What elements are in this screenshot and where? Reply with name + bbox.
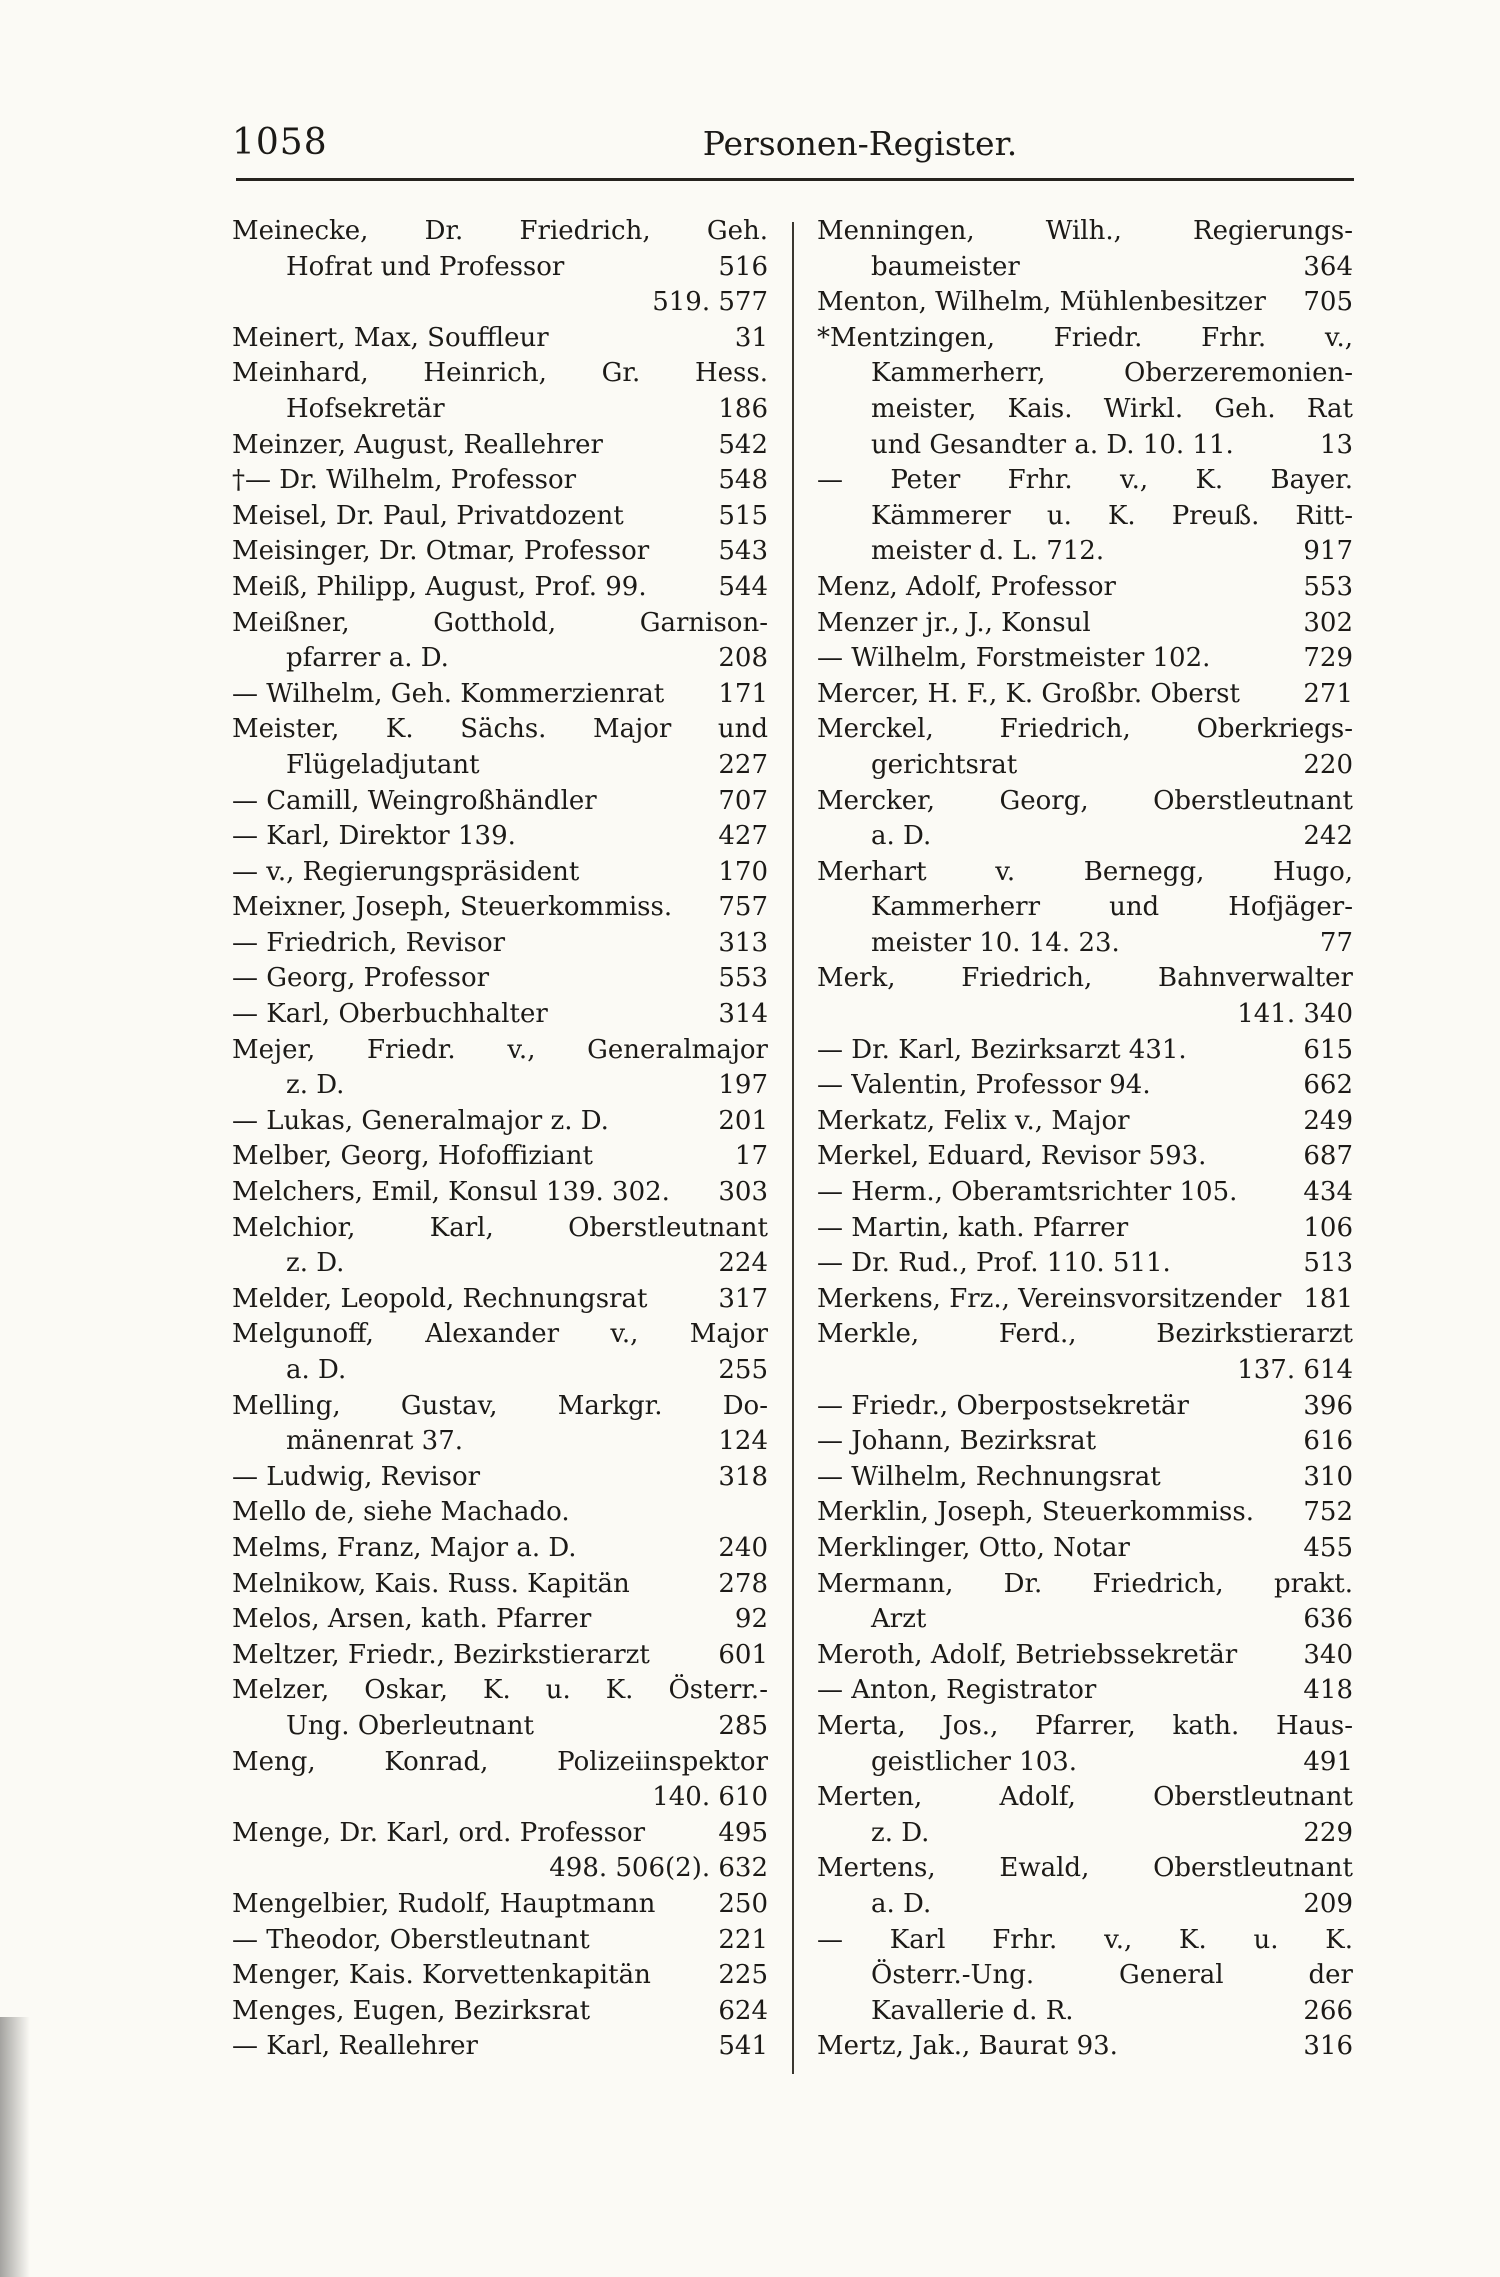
entry-text: a. D. <box>871 1888 932 1919</box>
index-line <box>817 997 1353 1033</box>
page-refs: 285 <box>718 1710 768 1741</box>
page-refs: 255 <box>718 1355 768 1385</box>
page-refs: 542 <box>718 429 768 460</box>
index-line <box>232 321 768 357</box>
index-line <box>817 1175 1353 1211</box>
page-refs: 543 <box>718 536 768 567</box>
index-line <box>817 712 1353 748</box>
index-line <box>232 890 768 926</box>
entry-text: — Dr. Rud., Prof. 110. 511. <box>817 1248 1171 1279</box>
entry-text: Melnikow, Kais. Russ. Kapitän <box>232 1568 630 1599</box>
index-line <box>817 1673 1353 1709</box>
page-refs: 491 <box>1303 1746 1353 1777</box>
page-refs: 615 <box>1303 1034 1353 1065</box>
index-line <box>817 890 1353 926</box>
entry-text: Menton, Wilhelm, Mühlenbesitzer <box>817 287 1266 318</box>
page-refs: 340 <box>1303 1639 1353 1670</box>
page-refs: 106 <box>1303 1212 1353 1243</box>
entry-text: — Ludwig, Revisor <box>232 1461 481 1492</box>
entry-text: — Friedrich, Revisor <box>232 927 506 958</box>
entry-text: Melms, Franz, Major a. D. <box>232 1532 577 1563</box>
index-line <box>817 1958 1353 1994</box>
entry-text: Merkatz, Felix v., Major <box>817 1105 1130 1136</box>
entry-text: z. D. <box>286 1248 345 1279</box>
index-line <box>817 1531 1353 1567</box>
entry-text: Mello de, siehe Machado. <box>232 1497 570 1528</box>
page-refs: 434 <box>1303 1177 1353 1208</box>
page-refs: 250 <box>718 1888 768 1919</box>
page-refs: 519. 577 <box>652 287 768 318</box>
entry-text: Melber, Georg, Hofoffiziant <box>232 1141 593 1172</box>
index-line <box>232 997 768 1033</box>
page-refs: 224 <box>718 1248 768 1279</box>
index-line <box>232 748 768 784</box>
column-divider <box>792 222 794 2074</box>
page-refs: 227 <box>718 749 768 780</box>
entry-text: pfarrer a. D. <box>286 643 449 674</box>
page-refs: 705 <box>1303 287 1353 318</box>
index-line <box>817 641 1353 677</box>
index-line <box>817 1602 1353 1638</box>
entry-text: Melchers, Emil, Konsul 139. 302. <box>232 1177 670 1208</box>
entry-text: Melling, Gustav, Markgr. Do- <box>232 1390 768 1421</box>
entry-text: — Lukas, Generalmajor z. D. <box>232 1105 609 1136</box>
page-refs: 186 <box>718 393 768 424</box>
entry-text: Meltzer, Friedr., Bezirkstierarzt <box>232 1639 650 1670</box>
entry-text: Menges, Eugen, Bezirksrat <box>232 1995 591 2026</box>
entry-text: — v., Regierungspräsident <box>232 856 580 887</box>
page-refs: 624 <box>718 1995 768 2026</box>
entry-text: gerichtsrat <box>871 749 1018 780</box>
entry-text: — Karl, Direktor 139. <box>232 821 516 852</box>
page-refs: 124 <box>718 1426 768 1457</box>
entry-text: mänenrat 37. <box>286 1426 464 1457</box>
entry-text: Meinecke, Dr. Friedrich, Geh. <box>232 216 768 246</box>
page-refs: 170 <box>718 856 768 887</box>
index-line <box>817 1495 1353 1531</box>
entry-text: Menzer jr., J., Konsul <box>817 607 1091 638</box>
entry-text: Menger, Kais. Korvettenkapitän <box>232 1960 651 1991</box>
index-line <box>817 819 1353 855</box>
entry-text: z. D. <box>286 1070 345 1101</box>
entry-text: Melos, Arsen, kath. Pfarrer <box>232 1604 592 1635</box>
page-refs: 141. 340 <box>1237 999 1353 1030</box>
entry-text: Meng, Konrad, Polizeiinspektor <box>232 1746 768 1777</box>
index-line <box>817 855 1353 891</box>
entry-text: Mermann, Dr. Friedrich, prakt. <box>817 1568 1353 1599</box>
page-refs: 31 <box>734 322 768 353</box>
index-line <box>232 2029 768 2065</box>
entry-text: Meister, K. Sächs. Major und <box>232 714 768 745</box>
index-line <box>817 1816 1353 1852</box>
entry-text: Mercer, H. F., K. Großbr. Oberst <box>817 678 1240 709</box>
entry-text: Meinert, Max, Souffleur <box>232 322 549 353</box>
index-line <box>817 1068 1353 1104</box>
entry-text: a. D. <box>871 821 932 852</box>
index-line <box>232 1923 768 1959</box>
index-line <box>232 606 768 642</box>
page-refs: 553 <box>1303 571 1353 602</box>
page-refs: 220 <box>1303 749 1353 780</box>
entry-text: — Theodor, Oberstleutnant <box>232 1924 590 1955</box>
entry-text: Arzt <box>871 1604 927 1635</box>
index-line <box>817 1923 1353 1959</box>
page-refs: 513 <box>1303 1248 1353 1279</box>
entry-text: Merklinger, Otto, Notar <box>817 1532 1130 1563</box>
index-line <box>232 356 768 392</box>
index-line <box>232 677 768 713</box>
page-refs: 314 <box>718 999 768 1030</box>
entry-text: Merklin, Joseph, Steuerkommiss. <box>817 1497 1255 1528</box>
page-refs: 140. 610 <box>652 1782 768 1813</box>
page-refs: 240 <box>718 1532 768 1563</box>
page-refs: 364 <box>1303 251 1353 282</box>
page-refs: 516 <box>718 251 768 282</box>
page-refs: 77 <box>1319 927 1353 958</box>
entry-text: Meiß, Philipp, August, Prof. 99. <box>232 571 647 602</box>
page-refs: 209 <box>1303 1888 1353 1919</box>
entry-text: Merckel, Friedrich, Oberkriegs- <box>817 714 1353 745</box>
index-line <box>817 463 1353 499</box>
entry-text: baumeister <box>871 251 1020 282</box>
page-refs: 544 <box>718 571 768 602</box>
index-line <box>232 1317 768 1353</box>
index-line <box>232 1780 768 1816</box>
index-line <box>817 1139 1353 1175</box>
index-line <box>817 1246 1353 1282</box>
index-line <box>817 1887 1353 1923</box>
index-line <box>817 1282 1353 1318</box>
entry-text: z. D. <box>871 1817 930 1848</box>
index-line <box>232 1211 768 1247</box>
index-line <box>817 748 1353 784</box>
page-refs: 266 <box>1303 1995 1353 2026</box>
index-line <box>817 1211 1353 1247</box>
entry-text: — Valentin, Professor 94. <box>817 1070 1151 1101</box>
index-line <box>232 285 768 321</box>
index-line <box>232 214 768 250</box>
entry-text: Menningen, Wilh., Regierungs- <box>817 216 1353 246</box>
page-refs: 303 <box>718 1177 768 1208</box>
page-refs: 13 <box>1319 429 1353 460</box>
index-line <box>817 285 1353 321</box>
entry-text: — Wilhelm, Forstmeister 102. <box>817 643 1211 674</box>
index-line <box>232 1958 768 1994</box>
entry-text: — Karl Frhr. v., K. u. K. <box>817 1924 1353 1955</box>
entry-text: Meisel, Dr. Paul, Privatdozent <box>232 500 624 531</box>
page-refs: 278 <box>718 1568 768 1599</box>
page-refs: 498. 506(2). 632 <box>549 1853 768 1884</box>
entry-text: Merkens, Frz., Vereinsvorsitzender <box>817 1283 1282 1314</box>
entry-text: Merta, Jos., Pfarrer, kath. Haus- <box>817 1710 1353 1741</box>
index-line <box>817 1567 1353 1603</box>
index-line <box>817 428 1353 464</box>
entry-text: Merten, Adolf, Oberstleutnant <box>817 1782 1353 1813</box>
page-refs: 197 <box>718 1070 768 1101</box>
index-line <box>817 214 1353 250</box>
index-line <box>817 499 1353 535</box>
page-refs: 229 <box>1303 1817 1353 1848</box>
index-line <box>232 1175 768 1211</box>
index-line <box>817 606 1353 642</box>
index-line <box>817 1424 1353 1460</box>
page-refs: 616 <box>1303 1426 1353 1457</box>
index-line <box>232 392 768 428</box>
page-refs: 313 <box>718 927 768 958</box>
index-line <box>817 1033 1353 1069</box>
entry-text: †— Dr. Wilhelm, Professor <box>232 465 577 496</box>
index-line <box>232 1353 768 1389</box>
page-refs: 495 <box>718 1817 768 1848</box>
entry-text: — Wilhelm, Rechnungsrat <box>817 1461 1161 1492</box>
entry-text: Menz, Adolf, Professor <box>817 571 1116 602</box>
scan-edge-shadow <box>0 2017 30 2277</box>
page-refs: 396 <box>1303 1390 1353 1421</box>
index-line <box>232 1673 768 1709</box>
index-line <box>232 1068 768 1104</box>
index-line <box>817 677 1353 713</box>
index-line <box>817 1389 1353 1425</box>
index-column-right <box>817 214 1353 2065</box>
entry-text: *Mentzingen, Friedr. Frhr. v., <box>817 322 1353 353</box>
entry-text: Meroth, Adolf, Betriebssekretär <box>817 1639 1238 1670</box>
index-line <box>232 855 768 891</box>
index-line <box>817 1851 1353 1887</box>
index-line <box>232 1709 768 1745</box>
entry-text: — Georg, Professor <box>232 963 490 994</box>
index-line <box>232 1816 768 1852</box>
index-line <box>232 1282 768 1318</box>
running-title: Personen-Register. <box>702 124 1018 163</box>
index-line <box>817 1317 1353 1353</box>
header-rule <box>236 178 1354 181</box>
page-refs: 687 <box>1303 1141 1353 1172</box>
index-column-left <box>232 214 768 2065</box>
index-line <box>817 321 1353 357</box>
page-number: 1058 <box>232 122 328 163</box>
entry-text: Meixner, Joseph, Steuerkommiss. <box>232 892 673 923</box>
entry-text: — Wilhelm, Geh. Kommerzienrat <box>232 678 665 709</box>
index-line <box>232 1460 768 1496</box>
index-line <box>817 1104 1353 1140</box>
page-refs: 242 <box>1303 821 1353 852</box>
index-line <box>817 2029 1353 2065</box>
entry-text: — Friedr., Oberpostsekretär <box>817 1390 1189 1421</box>
entry-text: Kämmerer u. K. Preuß. Ritt- <box>871 500 1353 531</box>
index-line <box>232 250 768 286</box>
index-line <box>817 570 1353 606</box>
entry-text: Meinzer, August, Reallehrer <box>232 429 603 460</box>
index-line <box>232 1745 768 1781</box>
page-refs: 17 <box>734 1141 768 1172</box>
index-line <box>232 1531 768 1567</box>
entry-text: meister d. L. 712. <box>871 536 1105 567</box>
entry-text: meister, Kais. Wirkl. Geh. Rat <box>871 393 1353 424</box>
entry-text: Mejer, Friedr. v., Generalmajor <box>232 1034 768 1065</box>
page-refs: 302 <box>1303 607 1353 638</box>
index-line <box>232 1424 768 1460</box>
page-refs: 707 <box>718 785 768 816</box>
index-line <box>232 1033 768 1069</box>
entry-text: — Herm., Oberamtsrichter 105. <box>817 1177 1238 1208</box>
page-refs: 427 <box>718 821 768 852</box>
entry-text: Menge, Dr. Karl, ord. Professor <box>232 1817 646 1848</box>
entry-text: Melgunoff, Alexander v., Major <box>232 1319 768 1350</box>
entry-text: Ung. Oberleutnant <box>286 1710 534 1741</box>
page-refs: 455 <box>1303 1532 1353 1563</box>
entry-text: Kavallerie d. R. <box>871 1995 1074 2026</box>
page-refs: 271 <box>1303 678 1353 709</box>
page-refs: 316 <box>1303 2031 1353 2062</box>
entry-text: Merhart v. Bernegg, Hugo, <box>817 856 1353 887</box>
index-line <box>232 1139 768 1175</box>
page-refs: 317 <box>718 1283 768 1314</box>
entry-text: Melder, Leopold, Rechnungsrat <box>232 1283 648 1314</box>
entry-text: — Karl, Reallehrer <box>232 2031 478 2062</box>
index-line <box>232 534 768 570</box>
entry-text: Österr.-Ung. General der <box>871 1960 1353 1991</box>
entry-text: Mengelbier, Rudolf, Hauptmann <box>232 1888 656 1919</box>
page-refs: 318 <box>718 1461 768 1492</box>
entry-text: Mertz, Jak., Baurat 93. <box>817 2031 1118 2062</box>
index-line <box>232 570 768 606</box>
index-line <box>232 463 768 499</box>
entry-text: — Camill, Weingroßhändler <box>232 785 597 816</box>
entry-text: Melchior, Karl, Oberstleutnant <box>232 1212 768 1243</box>
entry-text: Hofsekretär <box>286 393 445 424</box>
page-refs: 553 <box>718 963 768 994</box>
index-line <box>232 1638 768 1674</box>
page-refs: 752 <box>1303 1497 1353 1528</box>
index-line <box>817 1780 1353 1816</box>
index-line <box>232 1567 768 1603</box>
index-line <box>817 1638 1353 1674</box>
entry-text: Merk, Friedrich, Bahnverwalter <box>817 963 1353 994</box>
page-refs: 171 <box>718 678 768 709</box>
index-line <box>817 1709 1353 1745</box>
index-line <box>232 1389 768 1425</box>
entry-text: — Martin, kath. Pfarrer <box>817 1212 1129 1243</box>
entry-text: Hofrat und Professor <box>286 251 565 282</box>
entry-text: Merkle, Ferd., Bezirkstierarzt <box>817 1319 1353 1350</box>
entry-text: Meisinger, Dr. Otmar, Professor <box>232 536 650 567</box>
index-line <box>817 1745 1353 1781</box>
index-line <box>232 1851 768 1887</box>
entry-text: Merkel, Eduard, Revisor 593. <box>817 1141 1207 1172</box>
page-refs: 181 <box>1303 1283 1353 1314</box>
page-refs: 310 <box>1303 1461 1353 1492</box>
index-line <box>232 1104 768 1140</box>
entry-text: Kammerherr und Hofjäger- <box>871 892 1353 923</box>
index-line <box>232 961 768 997</box>
page-refs: 201 <box>718 1105 768 1136</box>
index-line <box>232 428 768 464</box>
entry-text: geistlicher 103. <box>871 1746 1078 1777</box>
index-line <box>232 926 768 962</box>
index-line <box>817 392 1353 428</box>
index-line <box>817 534 1353 570</box>
page-refs: 249 <box>1303 1105 1353 1136</box>
index-line <box>232 1246 768 1282</box>
index-line <box>232 784 768 820</box>
index-line <box>817 1460 1353 1496</box>
page-refs: 757 <box>718 892 768 923</box>
index-line <box>232 641 768 677</box>
page-refs: 541 <box>718 2031 768 2062</box>
entry-text: Mertens, Ewald, Oberstleutnant <box>817 1853 1353 1884</box>
index-line <box>232 1994 768 2030</box>
index-line <box>817 784 1353 820</box>
entry-text: Melzer, Oskar, K. u. K. Österr.- <box>232 1675 768 1706</box>
entry-text: meister 10. 14. 23. <box>871 927 1120 958</box>
index-line <box>817 1994 1353 2030</box>
page-refs: 137. 614 <box>1237 1355 1353 1385</box>
entry-text: — Dr. Karl, Bezirksarzt 431. <box>817 1034 1187 1065</box>
entry-text: a. D. <box>286 1355 347 1385</box>
page-refs: 662 <box>1303 1070 1353 1101</box>
page-refs: 92 <box>734 1604 768 1635</box>
page-refs: 917 <box>1303 536 1353 567</box>
entry-text: — Johann, Bezirksrat <box>817 1426 1097 1457</box>
index-line <box>232 1602 768 1638</box>
index-line <box>232 819 768 855</box>
entry-text: Flügeladjutant <box>286 749 480 780</box>
page-refs: 636 <box>1303 1604 1353 1635</box>
page-refs: 548 <box>718 465 768 496</box>
entry-text: Meißner, Gotthold, Garnison- <box>232 607 768 638</box>
entry-text: — Peter Frhr. v., K. Bayer. <box>817 465 1353 496</box>
page-refs: 225 <box>718 1960 768 1991</box>
page-refs: 729 <box>1303 643 1353 674</box>
index-line <box>232 712 768 748</box>
index-line <box>817 961 1353 997</box>
index-line <box>232 1887 768 1923</box>
index-line <box>817 926 1353 962</box>
entry-text: und Gesandter a. D. 10. 11. <box>871 429 1234 460</box>
entry-text: Meinhard, Heinrich, Gr. Hess. <box>232 358 768 389</box>
index-line <box>232 499 768 535</box>
entry-text: — Anton, Registrator <box>817 1675 1097 1706</box>
index-line <box>232 1495 768 1531</box>
index-line <box>817 356 1353 392</box>
entry-text: Mercker, Georg, Oberstleutnant <box>817 785 1353 816</box>
entry-text: — Karl, Oberbuchhalter <box>232 999 548 1030</box>
page-refs: 208 <box>718 643 768 674</box>
page-refs: 221 <box>718 1924 768 1955</box>
page-refs: 601 <box>718 1639 768 1670</box>
index-line <box>817 1353 1353 1389</box>
page-refs: 515 <box>718 500 768 531</box>
page-refs: 418 <box>1303 1675 1353 1706</box>
index-line <box>817 250 1353 286</box>
entry-text: Kammerherr, Oberzeremonien- <box>871 358 1353 389</box>
